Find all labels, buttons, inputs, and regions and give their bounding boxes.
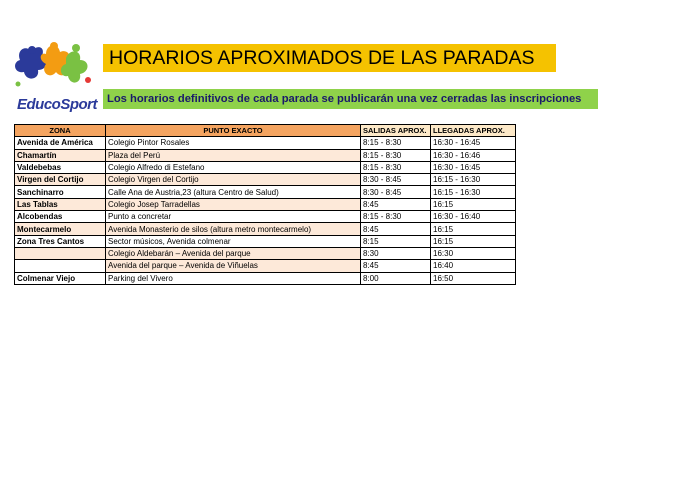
cell-punto: Avenida Monasterio de silos (altura metro montecarmelo) [106, 223, 361, 235]
table-row [15, 235, 516, 247]
cell-llegada: 16:50 [431, 272, 516, 284]
cell-salida: 8:15 [361, 235, 431, 247]
table-row [15, 186, 516, 198]
cell-zona: Virgen del Cortijo [15, 174, 106, 186]
schedule-table [14, 124, 516, 285]
cell-salida: 8:15 - 8:30 [361, 149, 431, 161]
table-header-row [15, 125, 516, 137]
cell-zona [15, 260, 106, 272]
cell-llegada: 16:30 - 16:45 [431, 137, 516, 149]
cell-zona: Montecarmelo [15, 223, 106, 235]
cell-punto: Colegio Josep Tarradellas [106, 198, 361, 210]
header-zona: ZONA [15, 125, 106, 137]
cell-llegada: 16:15 [431, 235, 516, 247]
table-row [15, 223, 516, 235]
educosport-logo [12, 40, 98, 122]
cell-punto: Colegio Aldebarán – Avenida del parque [106, 247, 361, 259]
table-row [15, 137, 516, 149]
cell-llegada: 16:15 [431, 223, 516, 235]
table-row [15, 272, 516, 284]
cell-salida: 8:45 [361, 223, 431, 235]
cell-punto: Sector músicos, Avenida colmenar [106, 235, 361, 247]
cell-zona: Valdebebas [15, 161, 106, 173]
cell-punto: Plaza del Perú [106, 149, 361, 161]
table-row [15, 211, 516, 223]
cell-salida: 8:30 - 8:45 [361, 186, 431, 198]
page-subtitle: Los horarios definitivos de cada parada se publicarán una vez cerradas las inscripciones [103, 89, 598, 109]
table-row [15, 260, 516, 272]
cell-llegada: 16:30 - 16:46 [431, 149, 516, 161]
cell-punto: Colegio Alfredo di Estefano [106, 161, 361, 173]
cell-punto: Punto a concretar [106, 211, 361, 223]
table-row [15, 149, 516, 161]
cell-zona: Avenida de América [15, 137, 106, 149]
cell-salida: 8:30 - 8:45 [361, 174, 431, 186]
table-row [15, 247, 516, 259]
cell-llegada: 16:30 - 16:40 [431, 211, 516, 223]
cell-llegada: 16:40 [431, 260, 516, 272]
header-salidas: SALIDAS APROX. [361, 125, 431, 137]
cell-llegada: 16:30 [431, 247, 516, 259]
cell-zona: Alcobendas [15, 211, 106, 223]
page-title: HORARIOS APROXIMADOS DE LAS PARADAS [103, 44, 556, 72]
logo-figures-icon [12, 40, 98, 98]
cell-salida: 8:15 - 8:30 [361, 211, 431, 223]
header-punto: PUNTO EXACTO [106, 125, 361, 137]
cell-llegada: 16:30 - 16:45 [431, 161, 516, 173]
cell-llegada: 16:15 - 16:30 [431, 186, 516, 198]
cell-salida: 8:00 [361, 272, 431, 284]
cell-punto: Calle Ana de Austria,23 (altura Centro de Salud) [106, 186, 361, 198]
cell-llegada: 16:15 - 16:30 [431, 174, 516, 186]
cell-salida: 8:15 - 8:30 [361, 137, 431, 149]
table-row [15, 161, 516, 173]
cell-zona: Colmenar Viejo [15, 272, 106, 284]
cell-zona: Sanchinarro [15, 186, 106, 198]
cell-salida: 8:45 [361, 260, 431, 272]
cell-salida: 8:30 [361, 247, 431, 259]
cell-zona: Chamartín [15, 149, 106, 161]
header-llegadas: LLEGADAS APROX. [431, 125, 516, 137]
cell-punto: Colegio Pintor Rosales [106, 137, 361, 149]
cell-salida: 8:15 - 8:30 [361, 161, 431, 173]
logo-text: EducoSport [17, 96, 97, 113]
cell-punto: Colegio Virgen del Cortijo [106, 174, 361, 186]
cell-punto: Avenida del parque – Avenida de Viñuelas [106, 260, 361, 272]
cell-zona: Las Tablas [15, 198, 106, 210]
cell-zona [15, 247, 106, 259]
cell-salida: 8:45 [361, 198, 431, 210]
cell-punto: Parking del Vivero [106, 272, 361, 284]
table-row [15, 174, 516, 186]
cell-llegada: 16:15 [431, 198, 516, 210]
table-row [15, 198, 516, 210]
cell-zona: Zona Tres Cantos [15, 235, 106, 247]
